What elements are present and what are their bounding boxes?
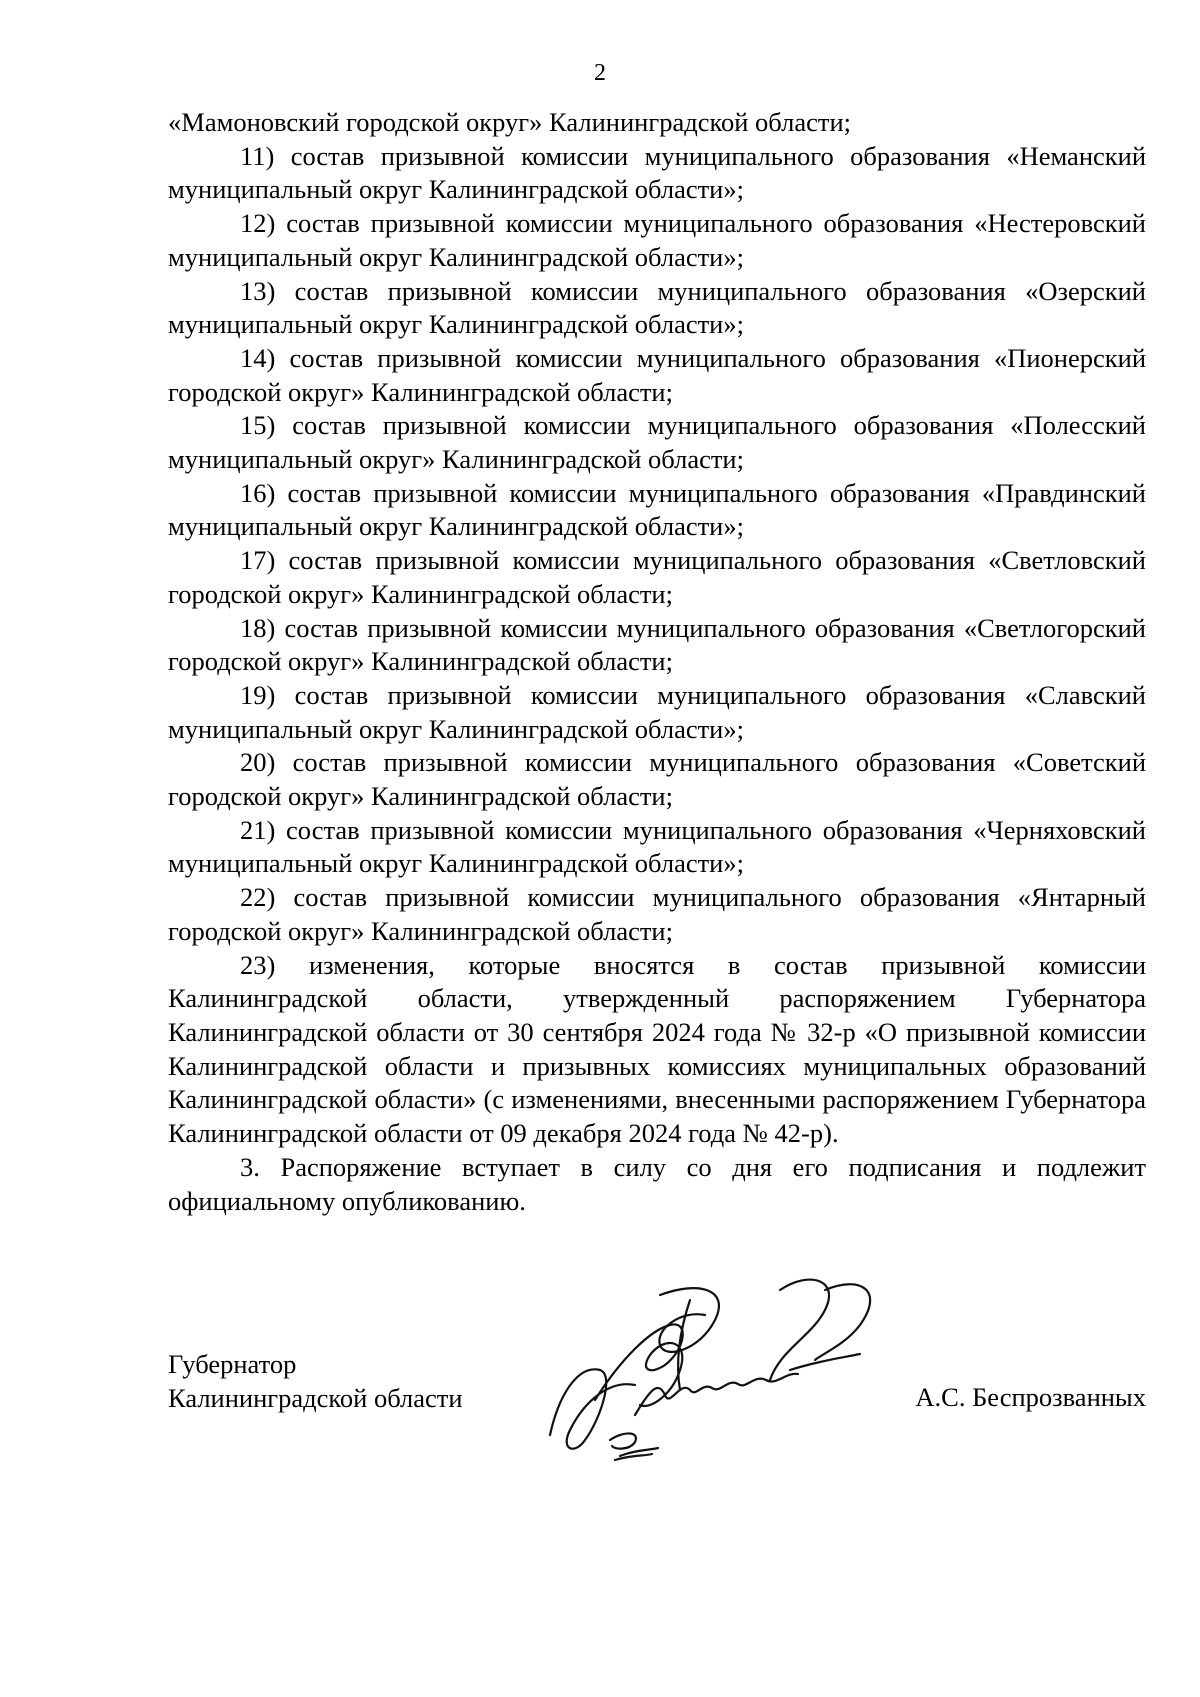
document-paragraph: 19) состав призывной комиссии муниципального образования «Славский муниципальный округ Калининградской области»; <box>168 679 1146 744</box>
document-paragraph: 11) состав призывной комиссии муниципального образования «Неманский муниципальный округ Калининградской области»; <box>168 140 1146 205</box>
document-paragraph: 22) состав призывной комиссии муниципального образования «Янтарный городской округ» Калининградской области; <box>168 882 1146 946</box>
document-paragraph: 21) состав призывной комиссии муниципального образования «Черняховский муниципальный округ Калининградской области»; <box>168 814 1146 879</box>
signatory-name: А.С. Беспрозванных <box>915 1382 1146 1412</box>
document-paragraph: 16) состав призывной комиссии муниципального образования «Правдинский муниципальный округ Калининградской области»; <box>168 477 1146 542</box>
document-paragraph: 13) состав призывной комиссии муниципального образования «Озерский муниципальный округ Калининградской области»; <box>168 275 1146 340</box>
signatory-position <box>168 1348 463 1415</box>
document-paragraph: 20) состав призывной комиссии муниципального образования «Советский городской округ» Калининградской области; <box>168 747 1146 812</box>
document-body <box>168 106 1146 1218</box>
document-paragraph: 23) изменения, которые вносятся в состав призывной комиссии Калининградской области, утвержденный распоряжением Губернатора Калининградской области от 30 сентября 2024 года № 32-р «О призывной комиссии Калининградской области и призывных комиссиях муниципальных образований Калининградской области» (с изменениями, внесенными распоряжением Губернатора Калининградской области от 09 декабря 2024 года № 42-р). <box>168 949 1146 1149</box>
document-paragraph: 15) состав призывной комиссии муниципального образования «Полесский муниципальный округ» Калининградской области; <box>168 410 1146 475</box>
signatory-position-line-2: Калининградской области <box>168 1382 463 1413</box>
signatory-position-line-1: Губернатор <box>168 1349 297 1379</box>
page-number: 2 <box>594 60 606 86</box>
document-paragraph: 14) состав призывной комиссии муниципального образования «Пионерский городской округ» Калининградской области; <box>168 342 1146 407</box>
document-paragraph: 17) состав призывной комиссии муниципального образования «Светловский городской округ» Калининградской области; <box>168 545 1146 609</box>
document-paragraph: 18) состав призывной комиссии муниципального образования «Светлогорский городской округ» Калининградской области; <box>168 612 1146 677</box>
document-paragraph: 3. Распоряжение вступает в силу со дня его подписания и подлежит официальному опубликованию. <box>168 1151 1146 1216</box>
document-paragraph: 12) состав призывной комиссии муниципального образования «Нестеровский муниципальный округ Калининградской области»; <box>168 208 1146 272</box>
handwritten-signature <box>540 1270 910 1480</box>
document-paragraph: «Мамоновский городской округ» Калининградской области; <box>168 107 851 137</box>
